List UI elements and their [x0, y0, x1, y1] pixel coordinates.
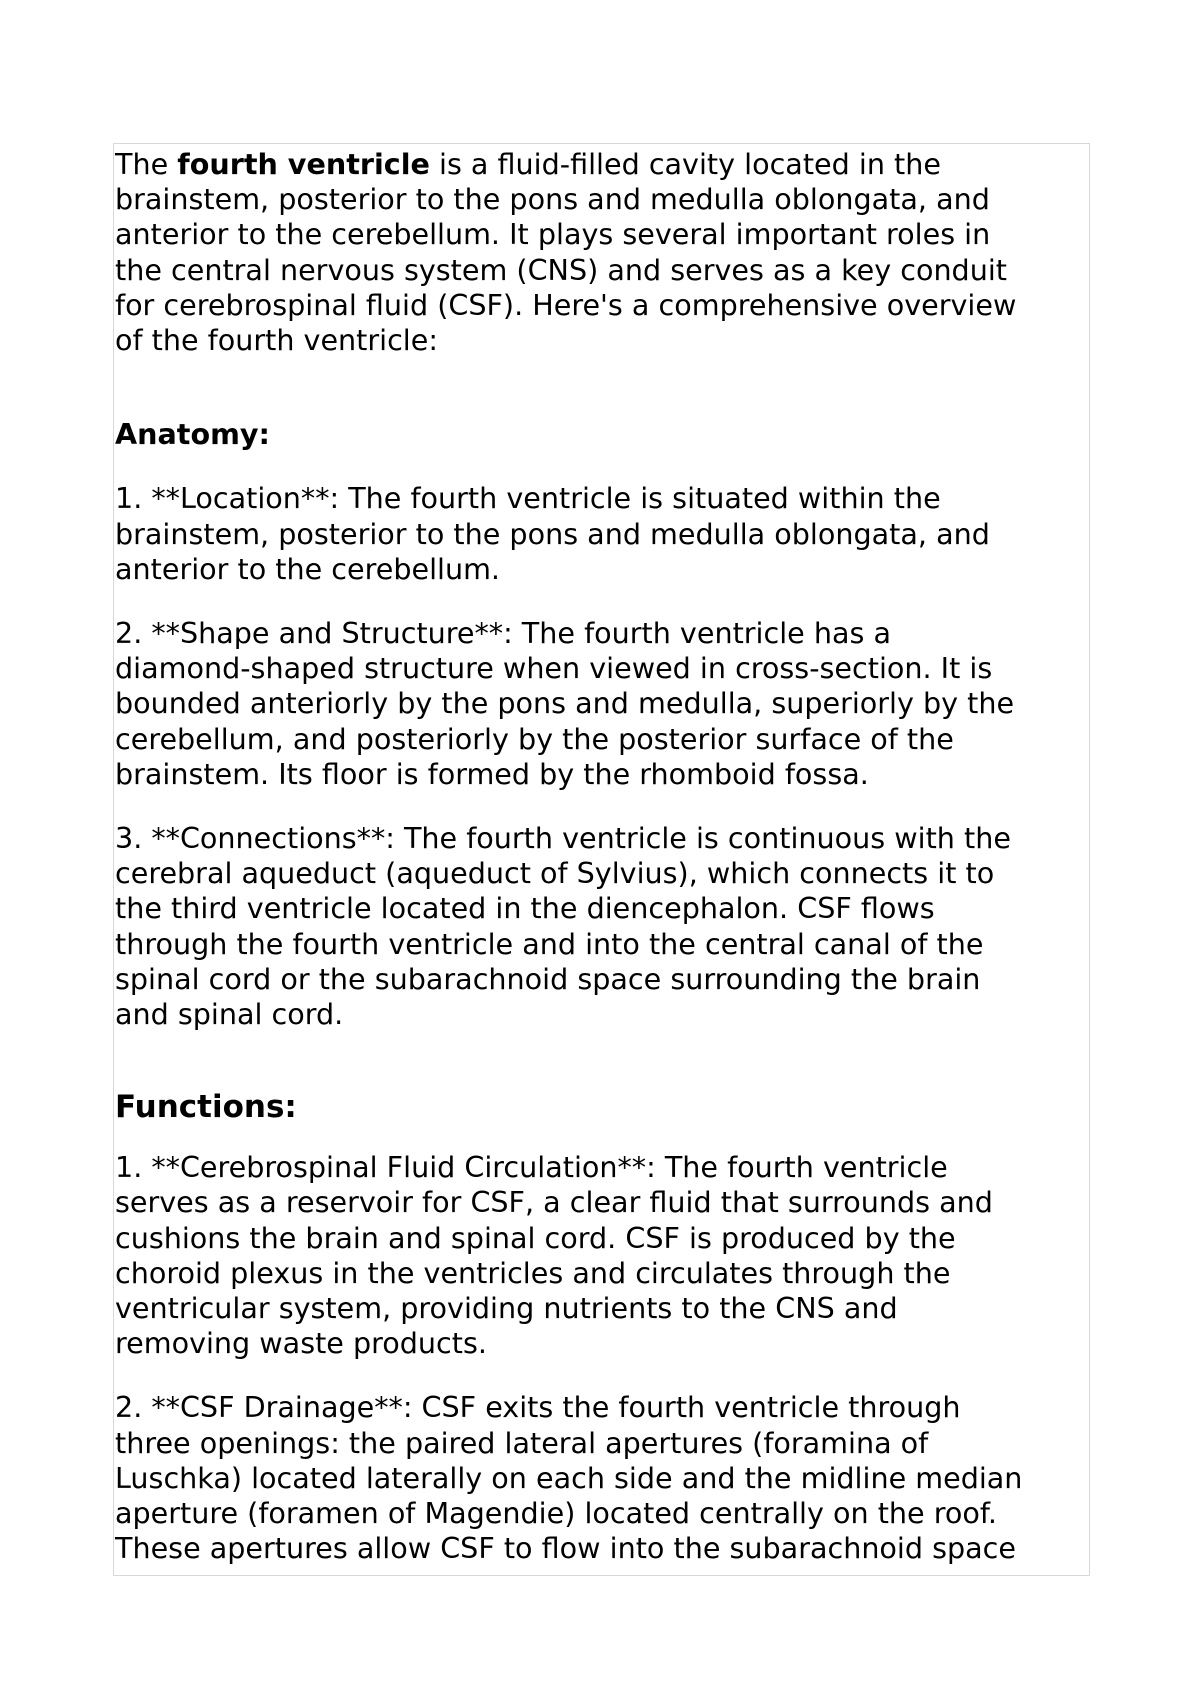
intro-line: for cerebrospinal fluid (CSF). Here's a comprehensive overview [115, 287, 1017, 322]
functions-heading [115, 1088, 1089, 1126]
functions-item-line: 1. **Cerebrospinal Fluid Circulation**: The fourth ventricle [115, 1150, 948, 1185]
functions-item-line: three openings: the paired lateral apertures (foramina of [115, 1425, 929, 1460]
intro-paragraph [115, 147, 1089, 358]
intro-prefix: The [115, 147, 178, 181]
intro-line: anterior to the cerebellum. It plays several important roles in [115, 217, 991, 252]
functions-item-line: ventricular system, providing nutrients to the CNS and [115, 1291, 898, 1326]
document-frame [113, 143, 1090, 1576]
intro-line-1-rest: is a fluid-filled cavity located in the [429, 147, 941, 181]
anatomy-item-line: brainstem, posterior to the pons and medulla oblongata, and [115, 516, 990, 551]
anatomy-item-line: through the fourth ventricle and into the central canal of the [115, 926, 984, 961]
anatomy-item-3 [115, 821, 1089, 1032]
anatomy-item-line: diamond-shaped structure when viewed in cross-section. It is [115, 651, 993, 686]
functions-item-line: Luschka) located laterally on each side and the midline median [115, 1460, 1023, 1495]
anatomy-item-1 [115, 481, 1089, 587]
functions-heading-colon: : [284, 1089, 297, 1126]
bold-term: fourth ventricle [177, 147, 430, 181]
functions-item-line: 2. **CSF Drainage**: CSF exits the fourth ventricle through [115, 1390, 961, 1425]
anatomy-item-line: bounded anteriorly by the pons and medulla, superiorly by the [115, 686, 1015, 721]
anatomy-item-line: and spinal cord. [115, 997, 344, 1032]
anatomy-item-line: cerebellum, and posteriorly by the posterior surface of the [115, 721, 954, 756]
functions-item-line: choroid plexus in the ventricles and circulates through the [115, 1255, 951, 1290]
intro-line-1 [115, 147, 1089, 182]
anatomy-item-line: 2. **Shape and Structure**: The fourth ventricle has a [115, 616, 891, 651]
anatomy-item-line: 1. **Location**: The fourth ventricle is situated within the [115, 481, 941, 516]
intro-line: brainstem, posterior to the pons and medulla oblongata, and [115, 182, 990, 217]
functions-item-line: cushions the brain and spinal cord. CSF is produced by the [115, 1220, 956, 1255]
functions-item-2 [115, 1390, 1089, 1566]
anatomy-item-line: cerebral aqueduct (aqueduct of Sylvius), which connects it to [115, 856, 995, 891]
functions-heading-label: Functions [115, 1089, 285, 1126]
functions-item-line: aperture (foramen of Magendie) located centrally on the roof. [115, 1496, 997, 1531]
anatomy-item-line: brainstem. Its floor is formed by the rhomboid fossa. [115, 756, 869, 791]
anatomy-item-line: the third ventricle located in the diencephalon. CSF flows [115, 891, 935, 926]
anatomy-item-2 [115, 616, 1089, 792]
anatomy-heading: Anatomy: [115, 417, 270, 452]
functions-item-1 [115, 1150, 1089, 1361]
anatomy-item-line: 3. **Connections**: The fourth ventricle is continuous with the [115, 821, 1011, 856]
anatomy-item-line: anterior to the cerebellum. [115, 551, 501, 586]
intro-line: the central nervous system (CNS) and serves as a key conduit [115, 252, 1007, 287]
functions-item-line: removing waste products. [115, 1326, 487, 1361]
functions-item-line: serves as a reservoir for CSF, a clear fluid that surrounds and [115, 1185, 993, 1220]
functions-item-line: These apertures allow CSF to flow into the subarachnoid space [115, 1531, 1016, 1566]
anatomy-item-line: spinal cord or the subarachnoid space surrounding the brain [115, 961, 981, 996]
intro-line: of the fourth ventricle: [115, 323, 438, 358]
